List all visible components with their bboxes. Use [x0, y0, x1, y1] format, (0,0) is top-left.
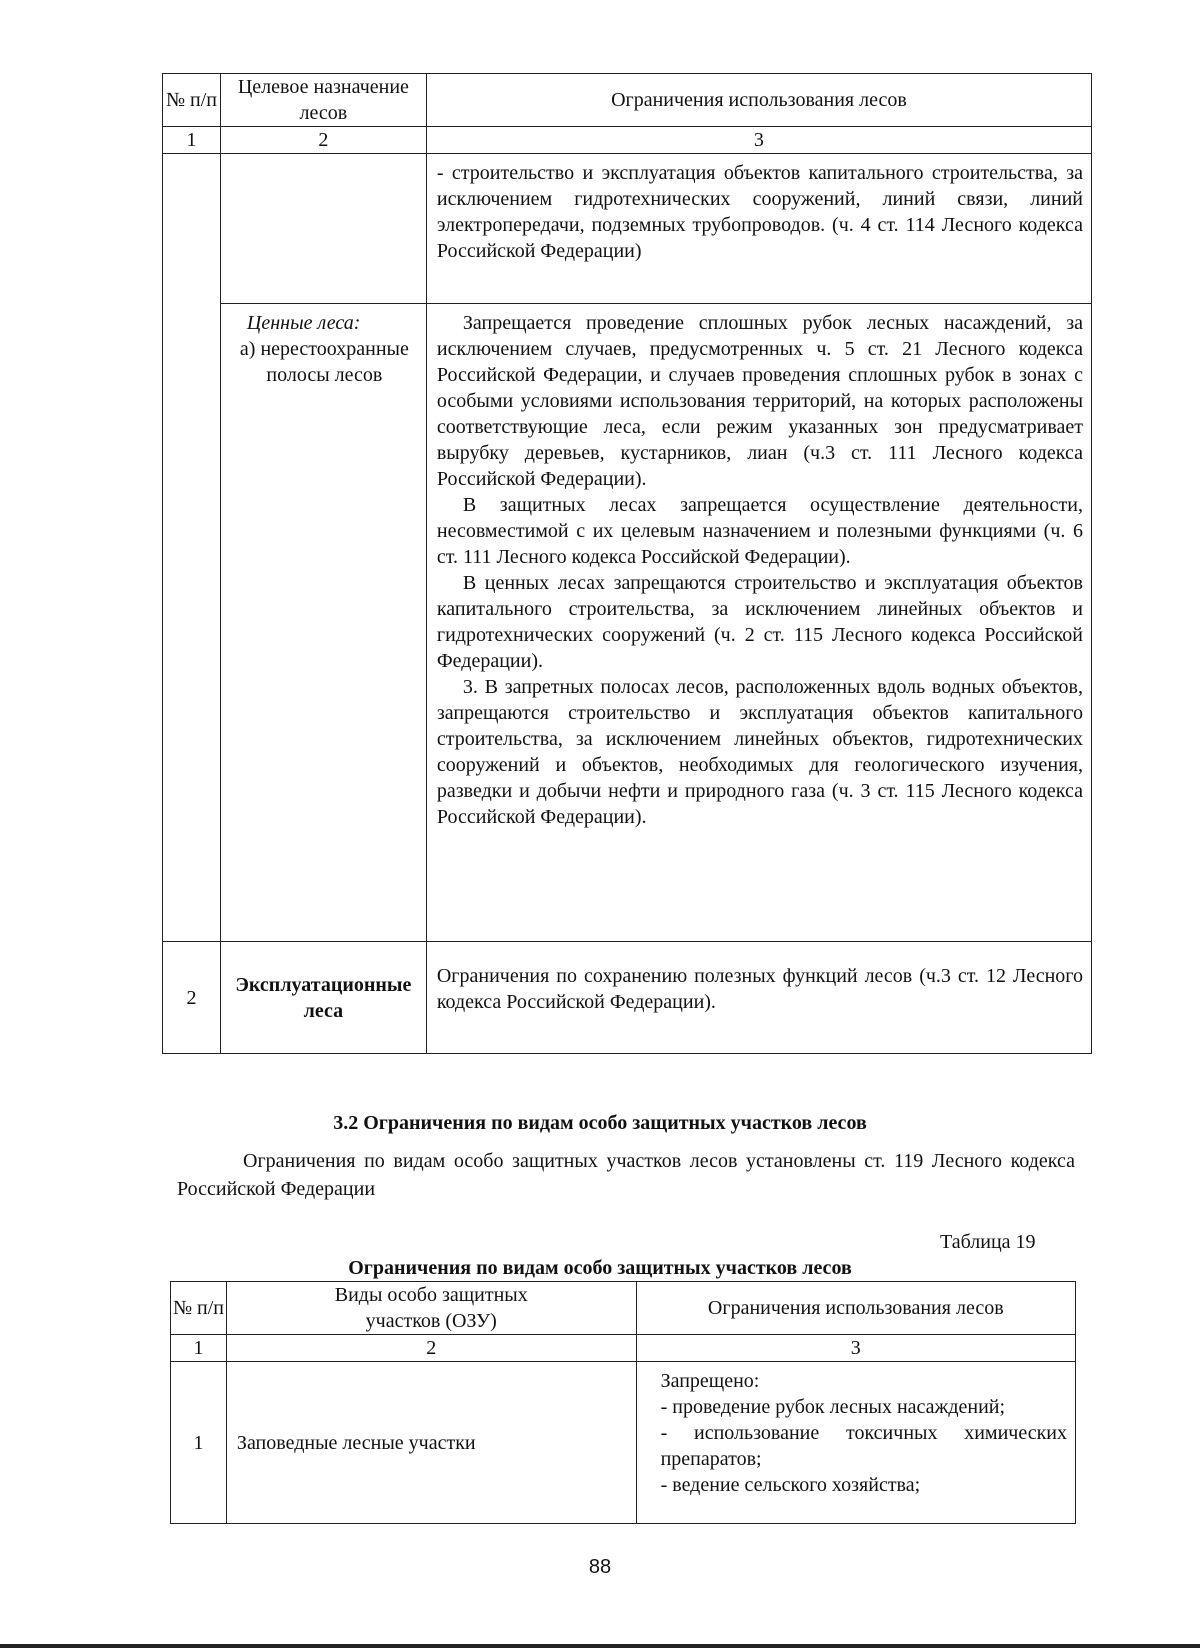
- t2-header-num: № п/п: [171, 1282, 227, 1335]
- section-text: Ограничения по видам особо защитных участков лесов установлены ст. 119 Лесного кодекса Российской Федерации: [177, 1150, 1075, 1200]
- t2-col-number-1: 1: [171, 1335, 227, 1362]
- restriction-item: - проведение рубок лесных насаждений;: [660, 1396, 1006, 1418]
- header-num: № п/п: [163, 74, 221, 127]
- restriction-paragraph: Запрещается проведение сплошных рубок лесных насаждений, за исключением случаев, предусмотренных ч. 5 ст. 21 Лесного кодекса Российской Федерации, и случаев проведения сплошных рубок в зонах с особыми условиями использования территорий, на которых расположены соответствующие леса, если режим указанных зон предусматривает вырубку деревьев, кустарников, лиан (ч.3 ст. 111 Лесного кодекса Российской Федерации).: [436, 312, 1083, 490]
- restriction-intro: Запрещено:: [660, 1370, 760, 1392]
- valuable-forests-restrictions: [426, 304, 1091, 942]
- table-title: Ограничения по видам особо защитных участков лесов: [348, 1257, 852, 1279]
- restriction-paragraph: В защитных лесах запрещается осуществление деятельности, несовместимой с их целевым назначением и полезными функциями (ч. 6 ст. 111 Лесного кодекса Российской Федерации).: [436, 494, 1083, 568]
- valuable-forests-subtitle: а) нерестоохранные полосы лесов: [239, 338, 409, 386]
- row-cont-text: - строительство и эксплуатация объектов капитального строительства, за исключением гидротехнических сооружений, линий связи, линий электропередачи, подземных трубопроводов. (ч. 4 ст. 114 Лесного кодекса Российской Федерации): [426, 154, 1091, 304]
- section-title: 3.2 Ограничения по видам особо защитных участков лесов: [333, 1112, 867, 1134]
- row2-purpose: Эксплуатационные леса: [220, 942, 426, 1054]
- row2-restrictions: Ограничения по сохранению полезных функций лесов (ч.3 ст. 12 Лесного кодекса Российской Федерации).: [426, 942, 1091, 1054]
- t2-col-number-3: 3: [636, 1335, 1075, 1362]
- row-cont-purpose-cell: [220, 154, 426, 304]
- forest-restrictions-table: [162, 73, 1092, 1054]
- row1-num-cell: [163, 154, 221, 942]
- t2-header-restrictions: Ограничения использования лесов: [636, 1282, 1075, 1335]
- t2-row1-num: 1: [171, 1362, 227, 1524]
- header-restrictions: Ограничения использования лесов: [426, 74, 1091, 127]
- restriction-item: - ведение сельского хозяйства;: [660, 1474, 921, 1496]
- restriction-item: - использование токсичных химических препаратов;: [660, 1422, 1067, 1470]
- valuable-forests-title: Ценные леса:: [246, 312, 361, 334]
- protected-areas-table: [170, 1281, 1076, 1524]
- t2-row1-type: Заповедные лесные участки: [226, 1362, 636, 1524]
- page-number: 88: [588, 1556, 612, 1578]
- col-number-3: 3: [426, 127, 1091, 154]
- bottom-divider: [0, 1644, 1200, 1648]
- col-number-2: 2: [220, 127, 426, 154]
- table-number-label: Таблица 19: [940, 1231, 1036, 1253]
- header-purpose: Целевое назначение лесов: [220, 74, 426, 127]
- t2-row1-restrictions: [636, 1362, 1075, 1524]
- valuable-forests-cell: [220, 304, 426, 942]
- t2-col-number-2: 2: [226, 1335, 636, 1362]
- restriction-paragraph: В ценных лесах запрещаются строительство и эксплуатация объектов капитального строительства, за исключением линейных объектов и гидротехнических сооружений (ч. 2 ст. 115 Лесного кодекса Российской Федерации).: [436, 572, 1083, 672]
- row2-num: 2: [163, 942, 221, 1054]
- restriction-paragraph: 3. В запретных полосах лесов, расположенных вдоль водных объектов, запрещаются строительство и эксплуатация объектов капитального строительства, за исключением линейных объектов, гидротехнических сооружений и объектов, необходимых для геологического изучения, разведки и добычи нефти и природного газа (ч. 3 ст. 115 Лесного кодекса Российской Федерации).: [436, 676, 1083, 828]
- t2-header-types: Виды особо защитных участков (ОЗУ): [226, 1282, 636, 1335]
- col-number-1: 1: [163, 127, 221, 154]
